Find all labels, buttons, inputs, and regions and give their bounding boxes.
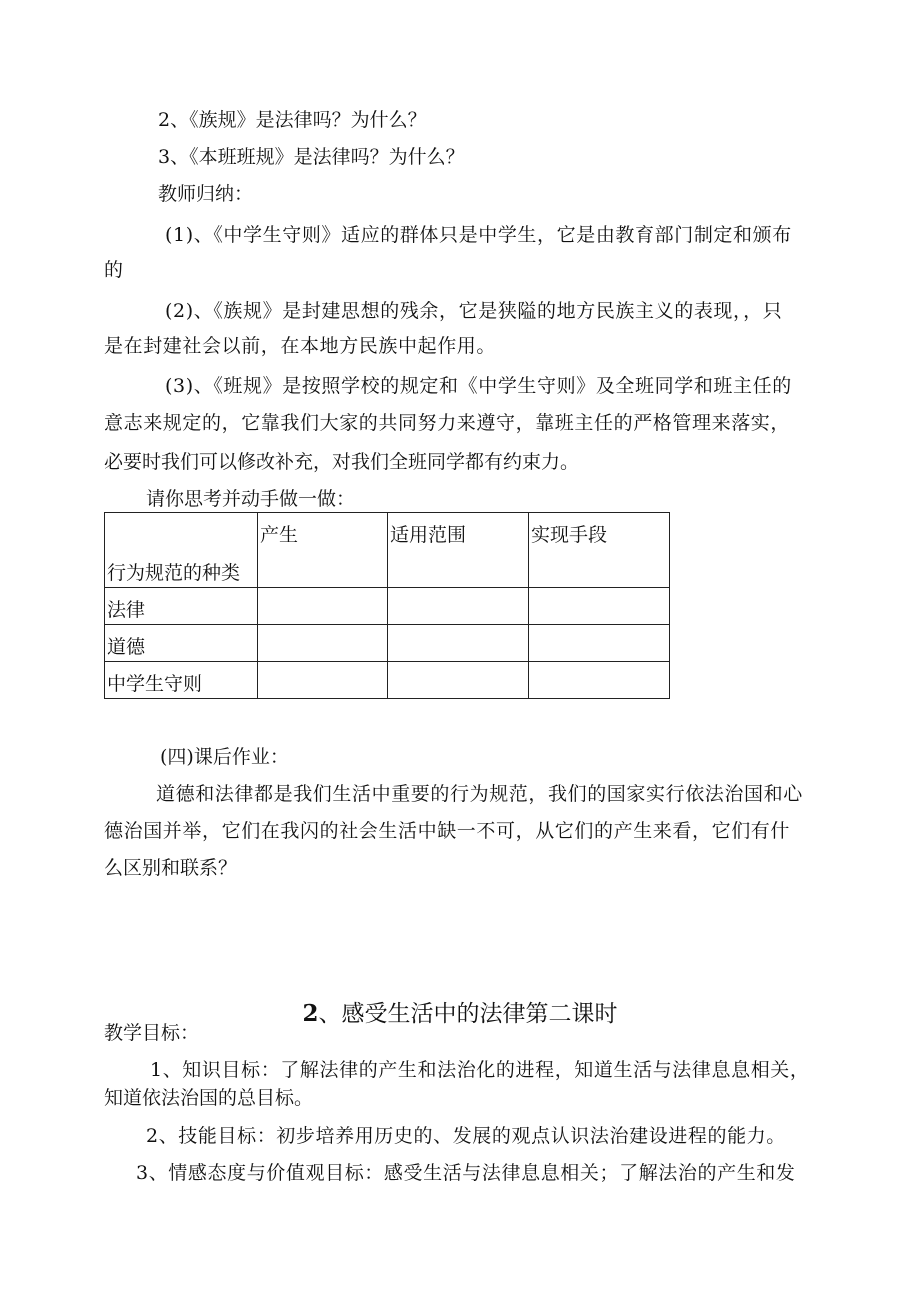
goal-1-line-2: 知道依法治国的总目标。 <box>104 1087 314 1109</box>
homework-line-2: 德治国并举，它们在我闪的社会生活中缺一不可，从它们的产生来看，它们有什 <box>104 820 791 842</box>
summary-point-1-line-2: 的 <box>104 259 124 281</box>
table-header-cell: 产生 <box>258 513 388 588</box>
summary-point-1-line-1: (1)、《中学生守则》适应的群体只是中学生，它是由教育部门制定和颁布 <box>165 224 792 246</box>
question-3: 3、《本班班规》是法律吗？为什么？ <box>158 146 465 168</box>
homework-line-3: 么区别和联系？ <box>104 857 238 879</box>
summary-point-2-line-1: (2)、《族规》是封建思想的残余，它是狭隘的地方民族主义的表现，，只 <box>165 300 783 322</box>
question-2: 2、《族规》是法律吗？为什么？ <box>158 109 427 131</box>
table-row-label: 道德 <box>105 625 258 662</box>
section-title: 2、感受生活中的法律第二课时 <box>302 1000 618 1027</box>
table-cell <box>258 625 388 662</box>
table-cell <box>388 662 529 699</box>
table-row-label: 中学生守则 <box>105 662 258 699</box>
goals-heading: 教学目标： <box>104 1022 200 1044</box>
table-cell <box>388 625 529 662</box>
summary-point-3-line-2: 意志来规定的，它靠我们大家的共同努力来遵守，靠班主任的严格管理来落实， <box>104 412 791 434</box>
table-cell <box>388 588 529 625</box>
table-cell <box>529 625 670 662</box>
homework-line-1: 道德和法律都是我们生活中重要的行为规范，我们的国家实行依法治国和心 <box>156 783 803 805</box>
table-cell <box>529 662 670 699</box>
table-cell <box>529 588 670 625</box>
table-cell <box>258 662 388 699</box>
table-header-cell: 实现手段 <box>529 513 670 588</box>
table-header-cell: 适用范围 <box>388 513 529 588</box>
goal-2: 2、技能目标：初步培养用历史的、发展的观点认识法治建设进程的能力。 <box>146 1125 786 1147</box>
summary-point-2-line-2: 是在封建社会以前，在本地方民族中起作用。 <box>104 335 497 357</box>
goal-3: 3、情感态度与价值观目标：感受生活与法律息息相关；了解法治的产生和发 <box>136 1162 796 1184</box>
table-header-cell: 行为规范的种类 <box>105 513 258 588</box>
goal-1-line-1: 1、知识目标：了解法律的产生和法治化的进程，知道生活与法律息息相关， <box>150 1059 810 1081</box>
table-row <box>105 662 670 699</box>
table-header-row <box>105 513 670 588</box>
table-cell <box>258 588 388 625</box>
summary-point-3-line-1: (3)、《班规》是按照学校的规定和《中学生守则》及全班同学和班主任的 <box>165 375 792 397</box>
table-row <box>105 588 670 625</box>
table-row <box>105 625 670 662</box>
activity-prompt: 请你思考并动手做一做： <box>146 488 356 510</box>
summary-heading: 教师归纳： <box>158 183 254 205</box>
table-row-label: 法律 <box>105 588 258 625</box>
homework-heading: (四)课后作业： <box>160 746 289 768</box>
summary-point-3-line-3: 必要时我们可以修改补充，对我们全班同学都有约束力。 <box>104 451 580 473</box>
norms-table <box>104 512 670 699</box>
